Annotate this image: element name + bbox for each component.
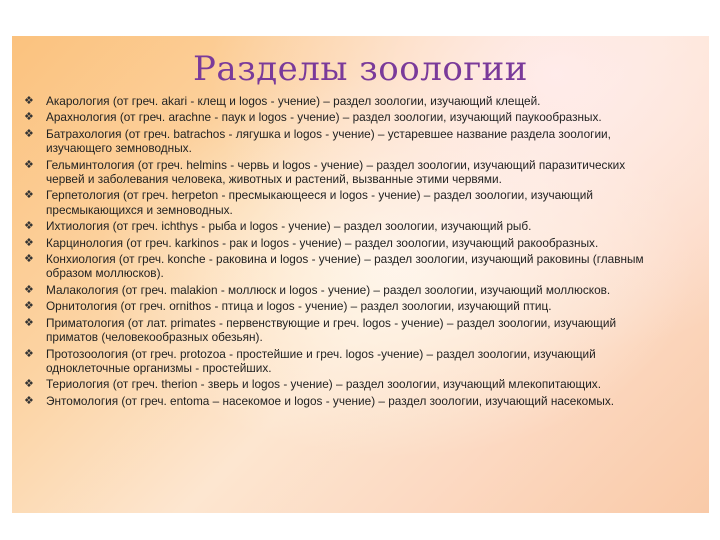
diamond-bullet-icon: ❖ <box>24 252 34 266</box>
list-item <box>22 219 662 233</box>
list-item-text: Карцинология (от греч. karkinos - рак и logos - учение) – раздел зоологии, изучающий ракообразных. <box>46 235 599 250</box>
slide-title: Разделы зоологии <box>193 49 528 89</box>
list-item <box>22 236 662 250</box>
diamond-bullet-icon: ❖ <box>24 94 34 107</box>
slide <box>12 36 709 513</box>
list-item <box>22 299 662 313</box>
list-item <box>22 110 662 124</box>
list-item <box>22 283 662 297</box>
diamond-bullet-icon: ❖ <box>24 299 34 313</box>
list-item <box>22 347 662 376</box>
list-item-text: Гельминтология (от греч. helmins - червь и logos - учение) – раздел зоологии, изучающий паразитических червей и заболевания человека, животных и растений, вызванные этими червями. <box>46 157 626 187</box>
list-item-text: Приматология (от лат. primates - первенствующие и греч. logos - учение) – раздел зоологии, изучающий приматов (человекообразных обезьян). <box>46 315 617 345</box>
diamond-bullet-icon: ❖ <box>24 377 34 391</box>
diamond-bullet-icon: ❖ <box>24 219 34 233</box>
diamond-bullet-icon: ❖ <box>24 157 34 171</box>
list-item <box>22 394 662 408</box>
list-item-text: Конхиология (от греч. konche - раковина и logos - учение) – раздел зоологии, изучающий раковины (главным образом моллюсков). <box>46 252 644 281</box>
list-item-text: Ихтиология (от греч. ichthys - рыба и logos - учение) – раздел зоологии, изучающий рыб. <box>46 219 532 234</box>
list-item-text: Териология (от греч. therion - зверь и logos - учение) – раздел зоологии, изучающий млекопитающих. <box>46 377 601 392</box>
list-item-text: Арахнология (от греч. arachne - паук и logos - учение) – раздел зоологии, изучающий паукообразных. <box>46 110 602 125</box>
list-item-text: Орнитология (от греч. ornithos - птица и logos - учение) – раздел зоологии, изучающий птиц. <box>46 299 552 314</box>
diamond-bullet-icon: ❖ <box>24 346 34 360</box>
diamond-bullet-icon: ❖ <box>24 393 34 407</box>
list-item-text: Акарология (от греч. akari - клещ и logos - учение) – раздел зоологии, изучающий клещей. <box>46 94 541 108</box>
list-item <box>22 377 662 391</box>
diamond-bullet-icon: ❖ <box>24 188 34 202</box>
diamond-bullet-icon: ❖ <box>24 126 34 140</box>
diamond-bullet-icon: ❖ <box>24 282 34 296</box>
diamond-bullet-icon: ❖ <box>24 235 34 249</box>
zoology-sections-list <box>22 94 662 410</box>
list-item-text: Энтомология (от греч. entoma – насекомое и logos - учение) – раздел зоологии, изучающий насекомых. <box>46 393 614 408</box>
list-item <box>22 316 662 345</box>
list-item <box>22 252 662 281</box>
list-item <box>22 188 662 217</box>
list-item-text: Протозоология (от греч. protozoa - простейшие и греч. logos -учение) – раздел зоологии, изучающий одноклеточные организмы - простейших. <box>46 346 596 375</box>
list-item-text: Малакология (от греч. malakion - моллюск и logos - учение) – раздел зоологии, изучающий моллюсков. <box>46 282 611 297</box>
list-item-text: Батрахология (от греч. batrachos - лягушка и logos - учение) – устаревшее название раздела зоологии, изучающего земноводных. <box>46 126 611 156</box>
list-item-text: Герпетология (от греч. herpeton - пресмыкающееся и logos - учение) – раздел зоологии, изучающий пресмыкающихся и земноводных. <box>46 188 593 217</box>
list-item <box>22 158 662 187</box>
list-item <box>22 94 662 108</box>
list-item <box>22 127 662 156</box>
diamond-bullet-icon: ❖ <box>24 110 34 124</box>
diamond-bullet-icon: ❖ <box>24 315 34 329</box>
